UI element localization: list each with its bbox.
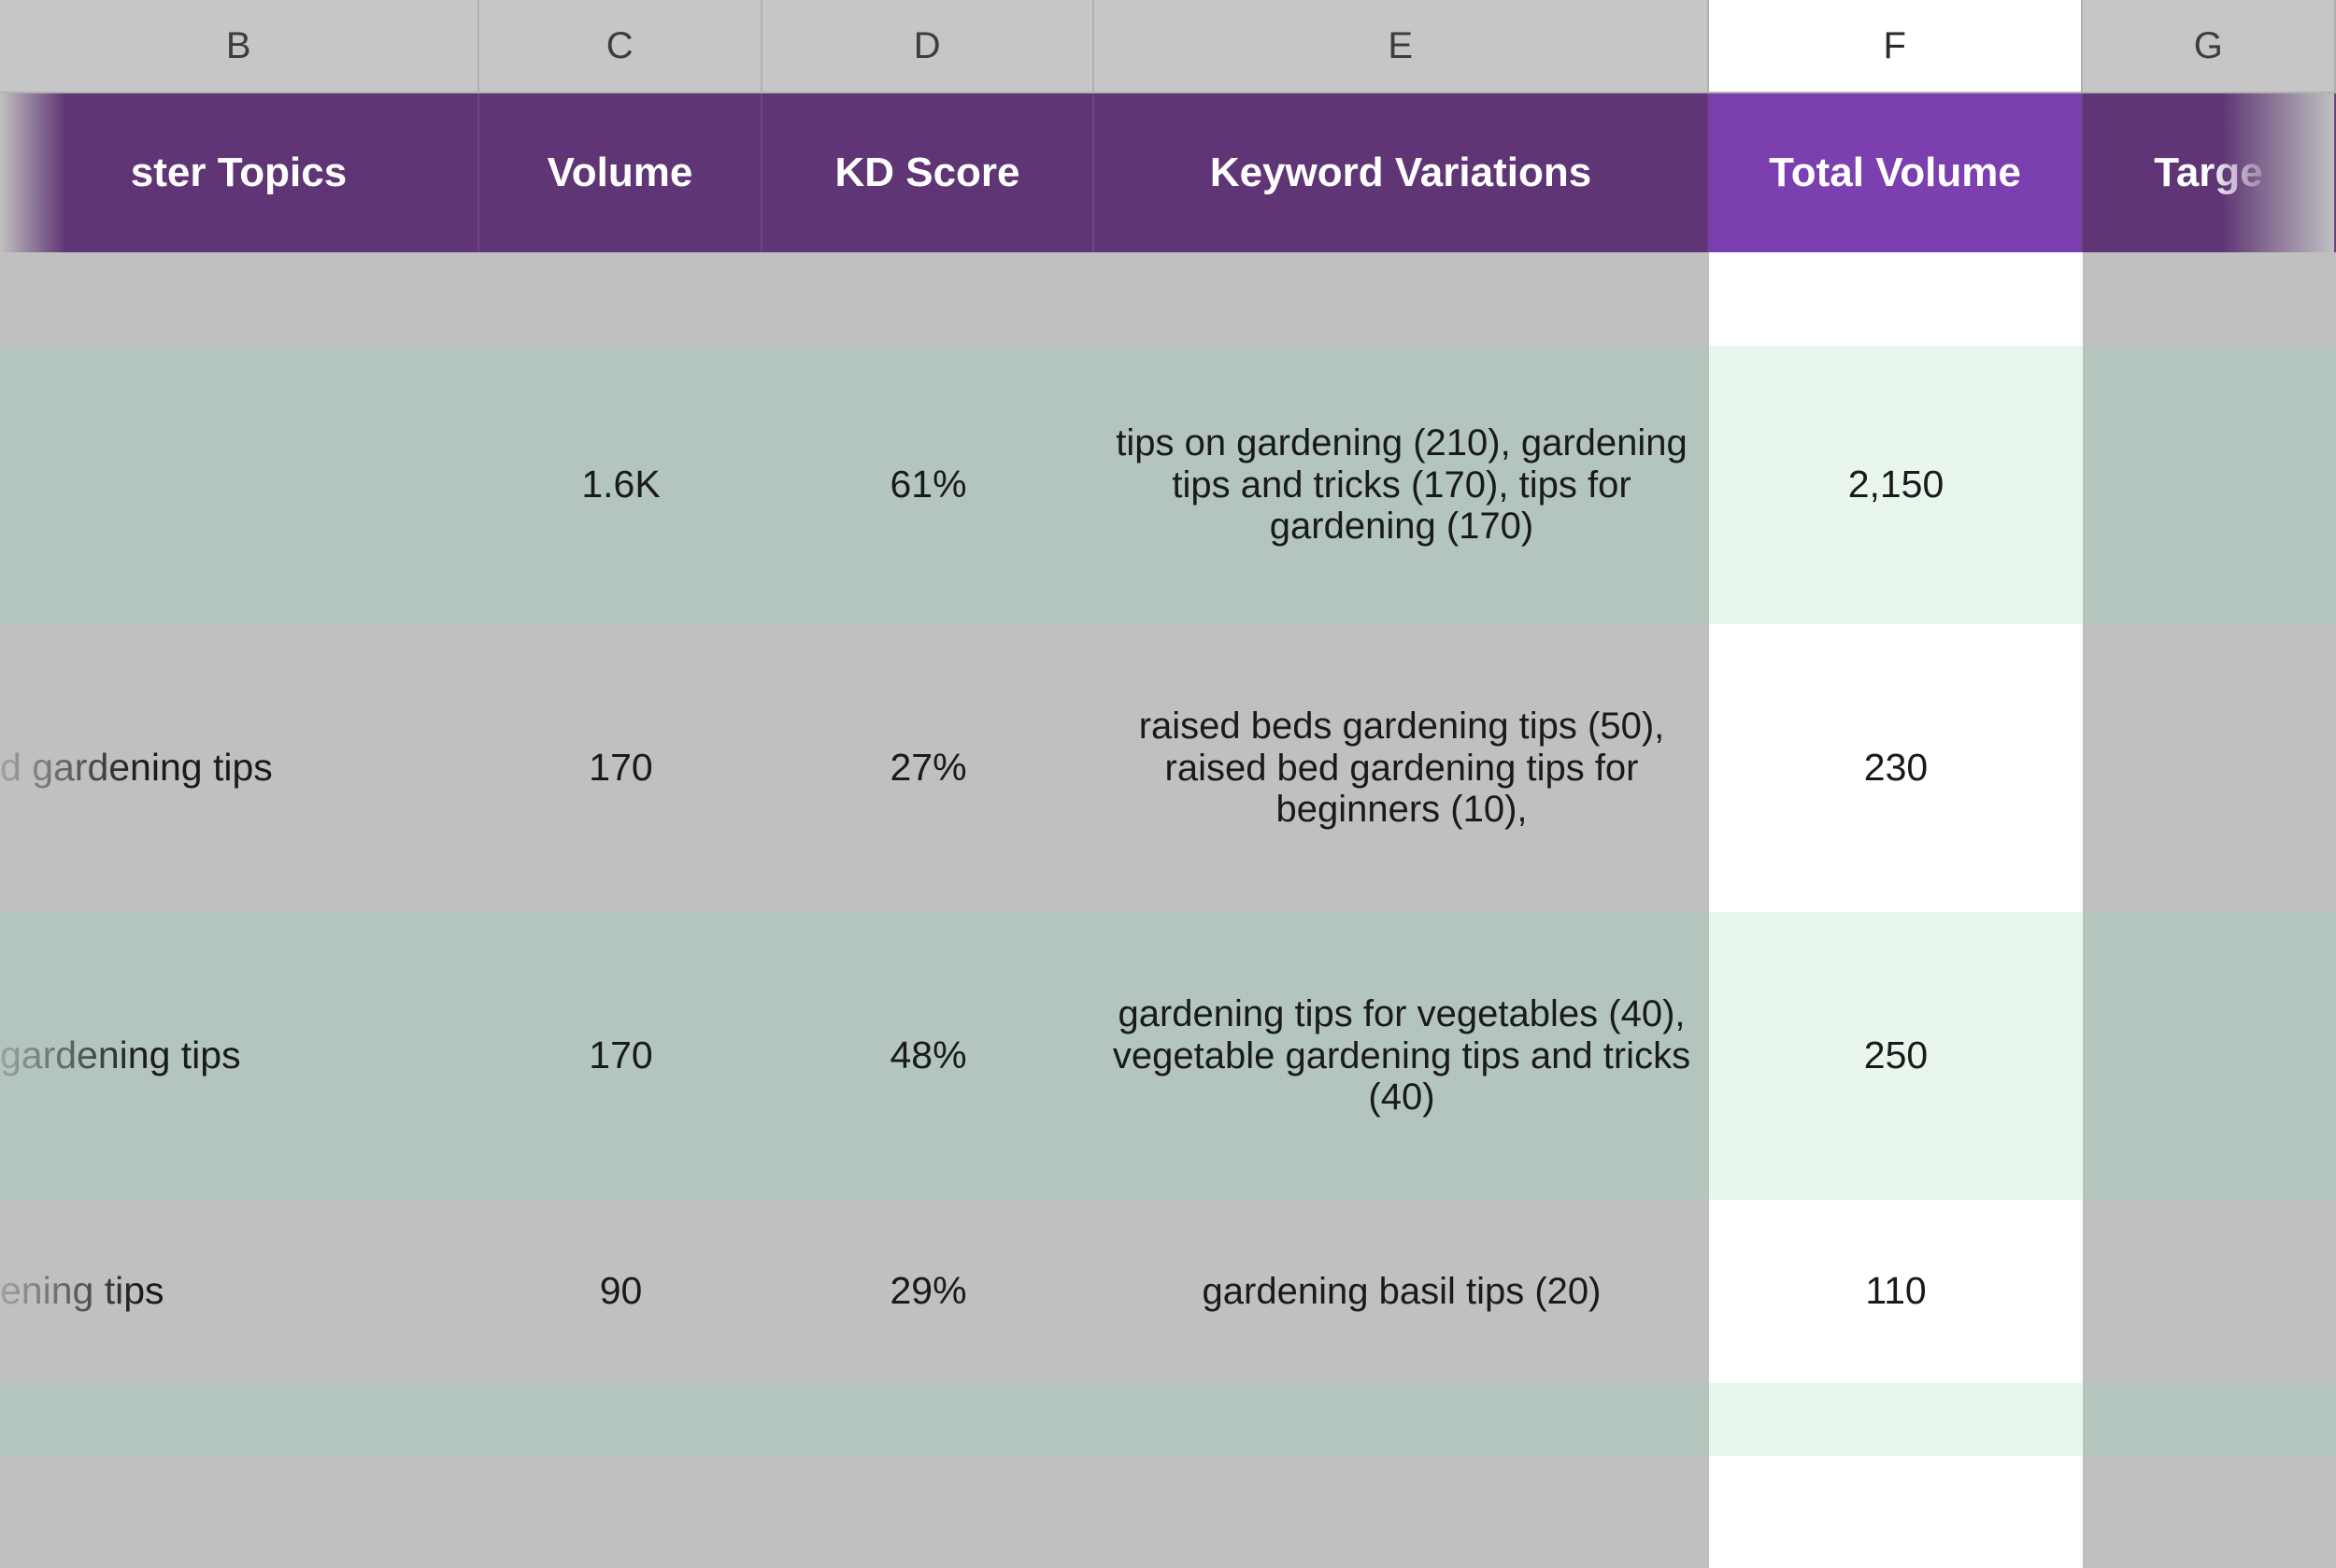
cell-total-volume[interactable]: 2,150 <box>1709 346 2083 624</box>
sheet-bottom-strip <box>0 1456 2336 1568</box>
column-header-g[interactable]: G <box>2083 0 2336 93</box>
column-header-e[interactable]: E <box>1094 0 1709 93</box>
bottom-cell-e <box>1094 1456 1709 1568</box>
cell-total-volume[interactable]: 250 <box>1709 912 2083 1200</box>
cell-target[interactable] <box>2083 1383 2336 1456</box>
table-header-row <box>0 93 2336 252</box>
cell-target[interactable] <box>2083 1200 2336 1383</box>
cell-volume[interactable]: 1.6K <box>479 346 762 624</box>
bottom-cell-f <box>1709 1456 2083 1568</box>
cell-kd-score[interactable] <box>762 1383 1094 1456</box>
cell-keyword-variations[interactable]: gardening tips for vegetables (40), vegetable gardening tips and tricks (40) <box>1094 912 1709 1200</box>
cell-kd-score[interactable]: 61% <box>762 346 1094 624</box>
bottom-cell-d <box>762 1456 1094 1568</box>
cell-cluster-topic[interactable] <box>0 624 479 912</box>
cell-total-volume[interactable]: 110 <box>1709 1200 2083 1383</box>
cell-kd-score[interactable]: 48% <box>762 912 1094 1200</box>
cell-keyword-variations[interactable]: tips on gardening (210), gardening tips and tricks (170), tips for gardening (170) <box>1094 346 1709 624</box>
cell-target[interactable] <box>2083 624 2336 912</box>
bottom-cell-c <box>479 1456 762 1568</box>
cell-cluster-topic[interactable] <box>0 346 479 624</box>
cell-cluster-topic-text: gardening tips <box>0 1033 241 1077</box>
bottom-cell-b <box>0 1456 479 1568</box>
cell-target[interactable] <box>2083 912 2336 1200</box>
spacer-cell-g <box>2083 252 2336 346</box>
cell-cluster-topic[interactable] <box>0 1200 479 1383</box>
header-cell-target-label: Targe <box>2154 150 2263 196</box>
spacer-cell-d <box>762 252 1094 346</box>
cell-kd-score[interactable]: 29% <box>762 1200 1094 1383</box>
header-cell-keyword-variations[interactable]: Keyword Variations <box>1094 93 1709 252</box>
table-row-empty[interactable] <box>0 1383 2336 1456</box>
cell-keyword-variations[interactable]: raised beds gardening tips (50), raised bed gardening tips for beginners (10), <box>1094 624 1709 912</box>
header-cell-kd-score[interactable]: KD Score <box>762 93 1094 252</box>
header-spacer-row <box>0 252 2336 346</box>
column-header-row <box>0 0 2336 93</box>
cell-volume[interactable]: 170 <box>479 624 762 912</box>
header-cell-total-volume[interactable]: Total Volume <box>1709 93 2083 252</box>
spacer-cell-f <box>1709 252 2083 346</box>
cell-cluster-topic[interactable] <box>0 1383 479 1456</box>
cell-keyword-variations[interactable] <box>1094 1383 1709 1456</box>
table-row[interactable] <box>0 1200 2336 1383</box>
column-header-b[interactable]: B <box>0 0 479 93</box>
header-cell-cluster-topics[interactable]: ster Topics <box>0 93 479 252</box>
cell-keyword-variations[interactable]: gardening basil tips (20) <box>1094 1200 1709 1383</box>
cell-volume[interactable]: 90 <box>479 1200 762 1383</box>
spacer-cell-c <box>479 252 762 346</box>
table-row[interactable] <box>0 624 2336 912</box>
cell-cluster-topic-text: d gardening tips <box>0 746 273 790</box>
sheet-grid <box>0 93 2336 1535</box>
table-row[interactable] <box>0 346 2336 624</box>
cell-total-volume[interactable]: 230 <box>1709 624 2083 912</box>
bottom-cell-g <box>2083 1456 2336 1568</box>
column-header-c[interactable]: C <box>479 0 762 93</box>
table-row[interactable] <box>0 912 2336 1200</box>
header-cell-target[interactable] <box>2083 93 2336 252</box>
cell-kd-score[interactable]: 27% <box>762 624 1094 912</box>
cell-cluster-topic-text: ening tips <box>0 1269 164 1313</box>
cell-cluster-topic[interactable] <box>0 912 479 1200</box>
spacer-cell-e <box>1094 252 1709 346</box>
column-header-d[interactable]: D <box>762 0 1094 93</box>
column-header-f[interactable]: F <box>1709 0 2083 93</box>
spacer-cell-b <box>0 252 479 346</box>
cell-target[interactable] <box>2083 346 2336 624</box>
cell-volume[interactable]: 170 <box>479 912 762 1200</box>
cell-volume[interactable] <box>479 1383 762 1456</box>
cell-total-volume[interactable] <box>1709 1383 2083 1456</box>
header-cell-volume[interactable]: Volume <box>479 93 762 252</box>
